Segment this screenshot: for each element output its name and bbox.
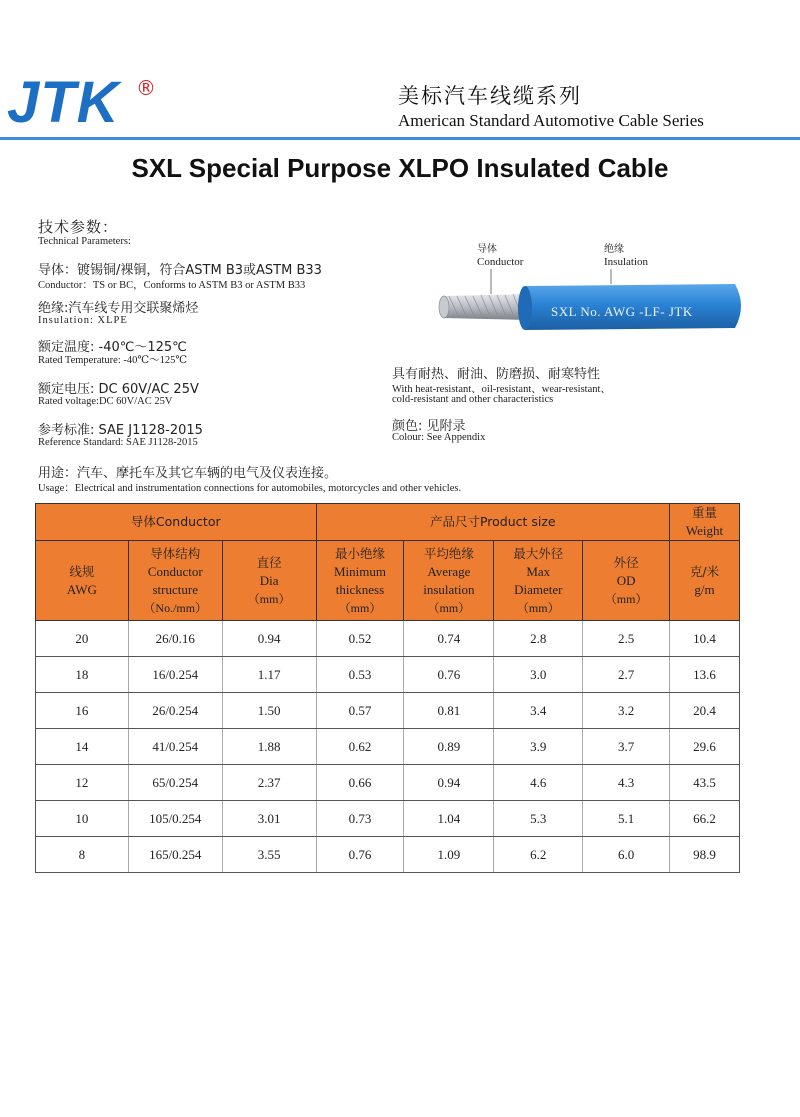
cell-awg: 12	[36, 765, 129, 801]
series-title-cn: 美标汽车线缆系列	[398, 84, 582, 108]
table-body	[36, 621, 740, 873]
params-heading-cn: 技术参数：	[38, 218, 119, 236]
column-header-weight-gm: 克/米 g/m	[670, 541, 740, 621]
column-header-avg-insulation: 平均绝缘 Average insulation （mm）	[404, 541, 494, 621]
insulation-spec-cn: 绝缘:汽车线专用交联聚烯烃	[38, 301, 199, 316]
cell-awg: 10	[36, 801, 129, 837]
table-row	[36, 621, 740, 657]
cell-dia: 1.50	[222, 693, 316, 729]
cell-min-thickness: 0.53	[316, 657, 404, 693]
conductor-callout-cn: 导体	[477, 244, 497, 255]
column-header-od: 外径 OD （mm）	[583, 541, 670, 621]
cell-max-diameter: 2.8	[494, 621, 583, 657]
table-row	[36, 765, 740, 801]
cell-weight-gm: 13.6	[670, 657, 740, 693]
cell-od: 6.0	[583, 837, 670, 873]
cell-weight-gm: 10.4	[670, 621, 740, 657]
cell-conductor-structure: 16/0.254	[128, 657, 222, 693]
cell-weight-gm: 20.4	[670, 693, 740, 729]
cell-dia: 3.55	[222, 837, 316, 873]
header-divider	[0, 137, 800, 140]
params-heading-en: Technical Parameters:	[38, 236, 131, 247]
voltage-spec-en: Rated voltage:DC 60V/AC 25V	[38, 396, 173, 407]
cell-max-diameter: 3.0	[494, 657, 583, 693]
cell-avg-insulation: 0.81	[404, 693, 494, 729]
cell-od: 2.7	[583, 657, 670, 693]
cell-dia: 1.88	[222, 729, 316, 765]
series-title-en: American Standard Automotive Cable Series	[398, 111, 704, 130]
cell-max-diameter: 3.4	[494, 693, 583, 729]
conductor-spec-en: Conductor：TS or BC，Conforms to ASTM B3 or ASTM B33	[38, 280, 306, 291]
temperature-spec-cn: 额定温度: -40℃～125℃	[38, 340, 187, 355]
cell-conductor-structure: 26/0.254	[128, 693, 222, 729]
cell-awg: 18	[36, 657, 129, 693]
column-header-dia: 直径 Dia （mm）	[222, 541, 316, 621]
cell-weight-gm: 43.5	[670, 765, 740, 801]
cell-max-diameter: 5.3	[494, 801, 583, 837]
usage-en: Usage：Electrical and instrumentation connections for automobiles, motorcycles and other vehicles.	[38, 483, 462, 494]
cell-min-thickness: 0.57	[316, 693, 404, 729]
table-row	[36, 657, 740, 693]
cell-conductor-structure: 65/0.254	[128, 765, 222, 801]
insulation-callout-en: Insulation	[604, 256, 648, 268]
cell-conductor-structure: 105/0.254	[128, 801, 222, 837]
cell-max-diameter: 4.6	[494, 765, 583, 801]
cell-dia: 3.01	[222, 801, 316, 837]
cable-print-text: SXL No. AWG -LF- JTK	[551, 304, 693, 319]
column-header-conductor-structure: 导体结构 Conductor structure （No./mm）	[128, 541, 222, 621]
cell-awg: 16	[36, 693, 129, 729]
cell-avg-insulation: 0.94	[404, 765, 494, 801]
cell-avg-insulation: 0.76	[404, 657, 494, 693]
weight-group-header: 重量 Weight	[670, 504, 740, 541]
cell-min-thickness: 0.66	[316, 765, 404, 801]
column-header-min-thickness: 最小绝缘 Minimum thickness （mm）	[316, 541, 404, 621]
insulation-spec-en: Insulation: XLPE	[38, 315, 128, 326]
cell-max-diameter: 6.2	[494, 837, 583, 873]
usage-cn: 用途：汽车、摩托车及其它车辆的电气及仪表连接。	[38, 466, 338, 481]
cell-od: 4.3	[583, 765, 670, 801]
cell-avg-insulation: 0.74	[404, 621, 494, 657]
cell-min-thickness: 0.73	[316, 801, 404, 837]
cell-od: 3.7	[583, 729, 670, 765]
features-en-line2: cold-resistant and other characteristics	[392, 394, 554, 405]
conductor-callout-en: Conductor	[477, 256, 524, 268]
cell-avg-insulation: 1.04	[404, 801, 494, 837]
cell-conductor-structure: 26/0.16	[128, 621, 222, 657]
standard-spec-cn: 参考标准: SAE J1128-2015	[38, 423, 203, 438]
cell-weight-gm: 66.2	[670, 801, 740, 837]
cell-min-thickness: 0.76	[316, 837, 404, 873]
cell-awg: 8	[36, 837, 129, 873]
registered-mark: ®	[136, 76, 156, 100]
column-header-max-diameter: 最大外径 Max Diameter （mm）	[494, 541, 583, 621]
page-title: SXL Special Purpose XLPO Insulated Cable	[131, 153, 669, 183]
cell-max-diameter: 3.9	[494, 729, 583, 765]
cell-weight-gm: 29.6	[670, 729, 740, 765]
cell-avg-insulation: 1.09	[404, 837, 494, 873]
cable-illustration	[435, 266, 755, 336]
cell-awg: 14	[36, 729, 129, 765]
column-header-row	[36, 541, 740, 621]
cell-weight-gm: 98.9	[670, 837, 740, 873]
cell-awg: 20	[36, 621, 129, 657]
cell-min-thickness: 0.62	[316, 729, 404, 765]
voltage-spec-cn: 额定电压: DC 60V/AC 25V	[38, 382, 199, 397]
features-cn: 具有耐热、耐油、防磨损、耐寒特性	[392, 367, 601, 382]
product-size-group-header: 产品尺寸Product size	[316, 504, 670, 541]
cell-dia: 2.37	[222, 765, 316, 801]
table-row	[36, 837, 740, 873]
cell-conductor-structure: 41/0.254	[128, 729, 222, 765]
cell-od: 5.1	[583, 801, 670, 837]
cell-dia: 0.94	[222, 621, 316, 657]
cell-od: 3.2	[583, 693, 670, 729]
insulation-callout	[604, 244, 648, 268]
spec-table	[35, 503, 740, 873]
colour-en: Colour: See Appendix	[392, 432, 486, 443]
cell-avg-insulation: 0.89	[404, 729, 494, 765]
conductor-group-header: 导体Conductor	[36, 504, 317, 541]
features-en-line1: With heat-resistant、oil-resistant、wear-resistant、	[392, 384, 611, 395]
insulation-callout-cn: 绝缘	[604, 244, 624, 255]
brand-logo: JTK	[7, 70, 120, 135]
column-header-awg: 线规 AWG	[36, 541, 129, 621]
cell-conductor-structure: 165/0.254	[128, 837, 222, 873]
conductor-strands	[439, 294, 530, 320]
cell-od: 2.5	[583, 621, 670, 657]
table-row	[36, 693, 740, 729]
table-row	[36, 801, 740, 837]
conductor-spec-cn: 导体：镀锡铜/裸铜，符合ASTM B3或ASTM B33	[38, 263, 322, 278]
temperature-spec-en: Rated Temperature: -40℃～125℃	[38, 355, 188, 366]
cell-min-thickness: 0.52	[316, 621, 404, 657]
standard-spec-en: Reference Standard: SAE J1128-2015	[38, 437, 198, 448]
conductor-callout	[477, 244, 523, 268]
table-row	[36, 729, 740, 765]
colour-cn: 颜色: 见附录	[392, 419, 466, 434]
cell-dia: 1.17	[222, 657, 316, 693]
